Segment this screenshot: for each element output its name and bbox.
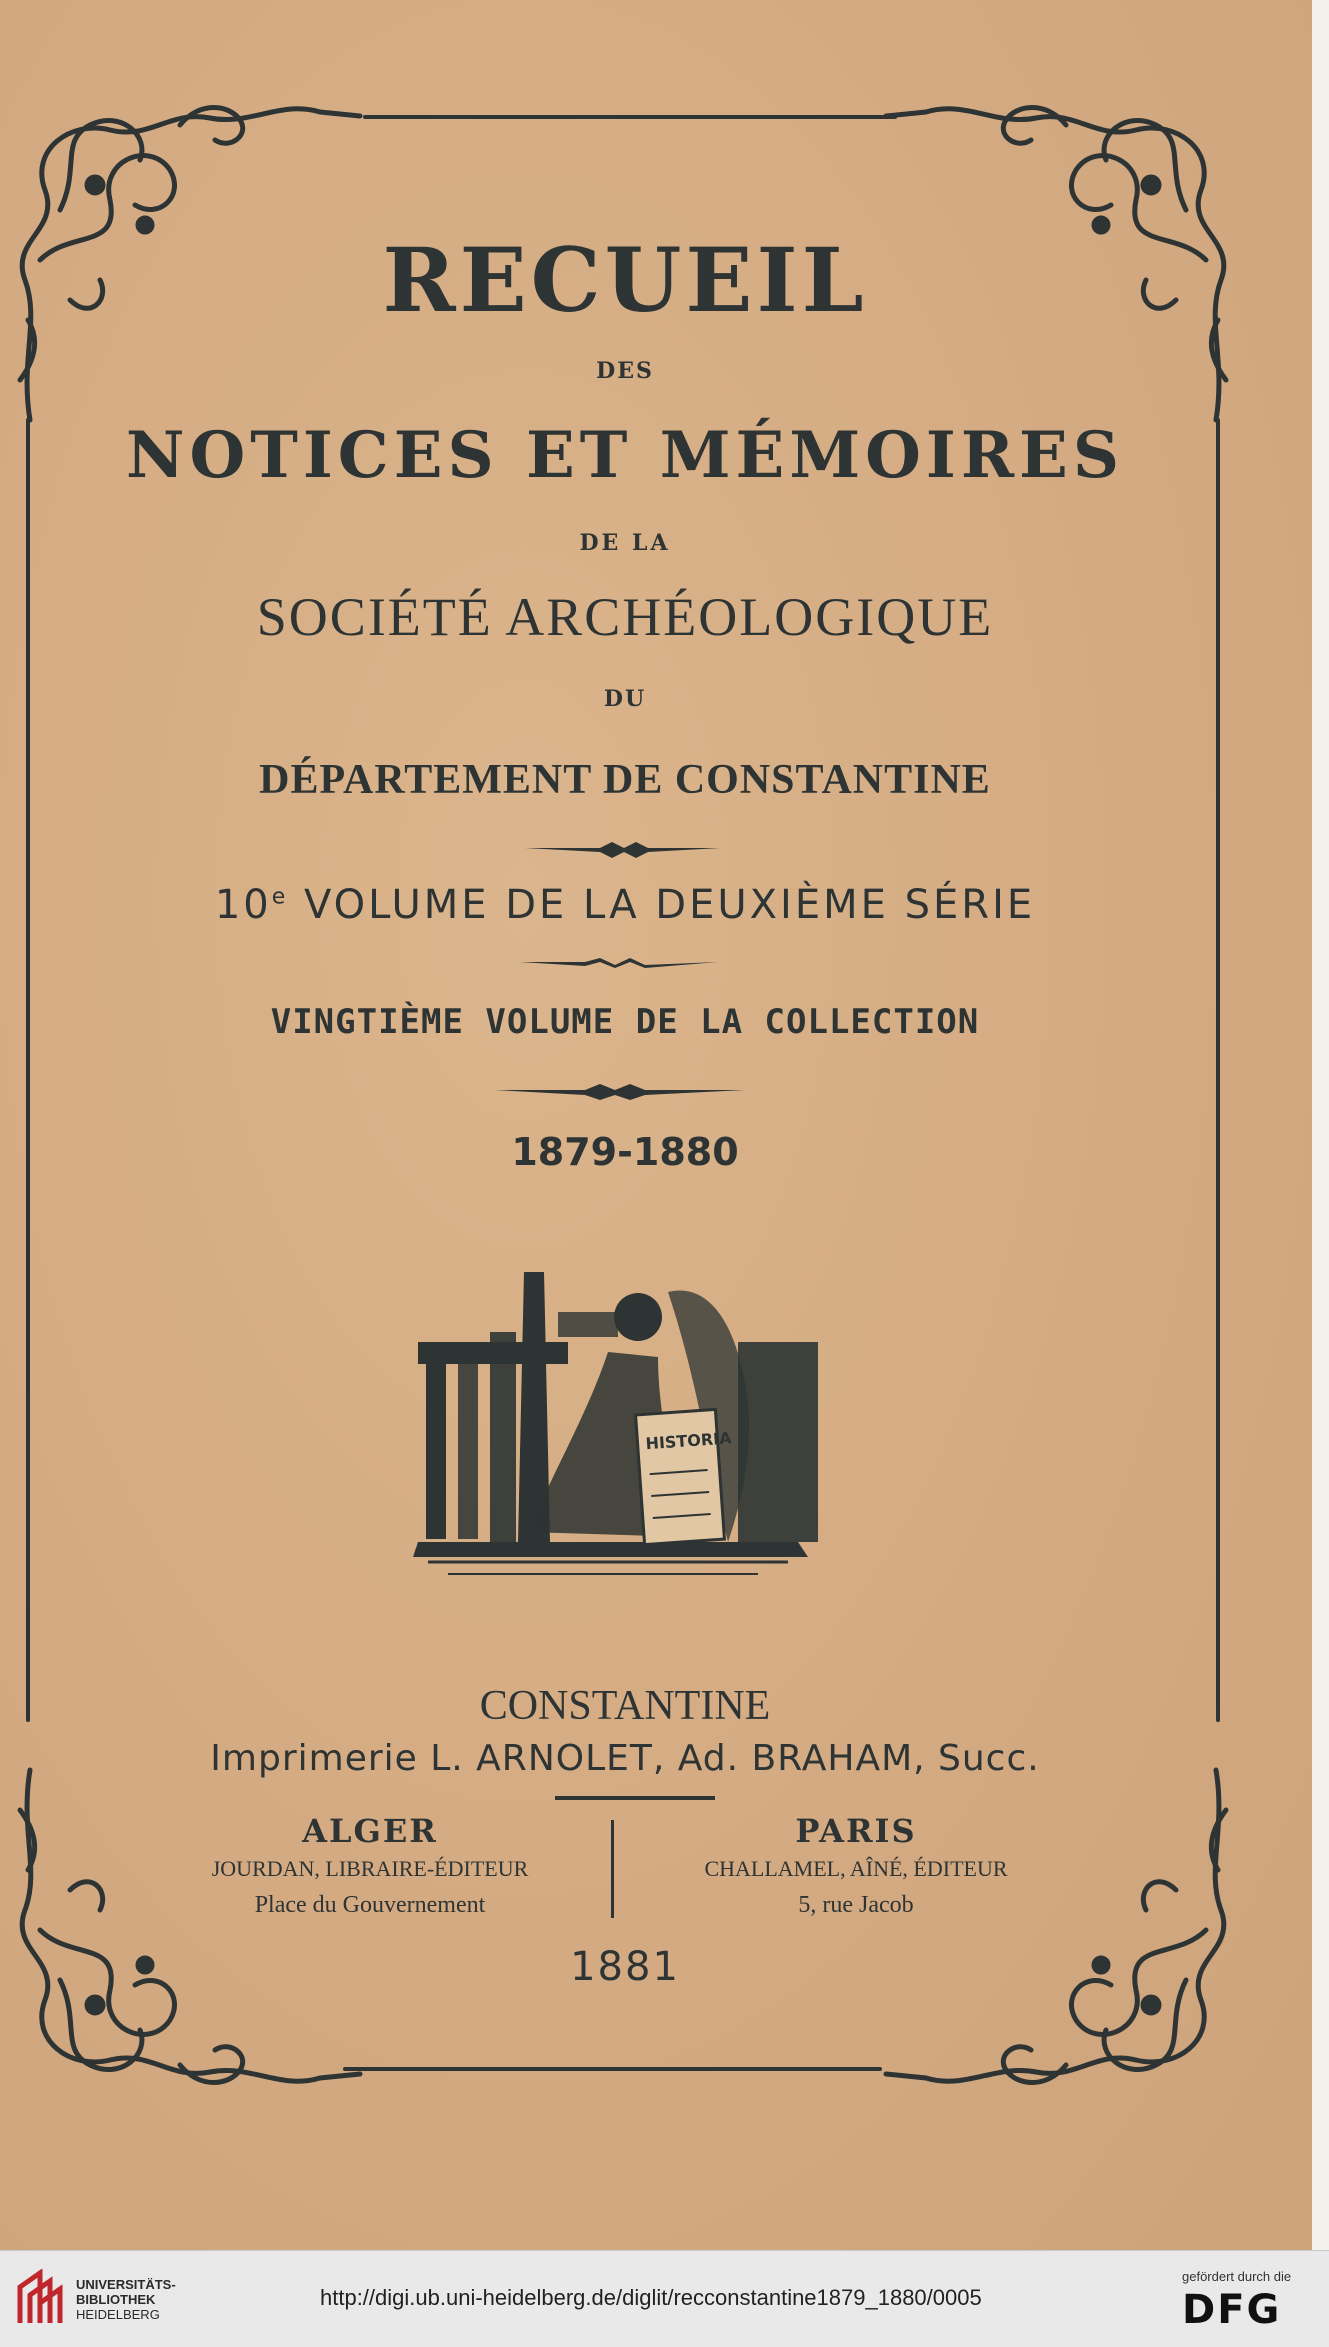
collection-line: VINGTIÈME VOLUME DE LA COLLECTION bbox=[270, 1002, 980, 1042]
title-recueil: RECUEIL bbox=[382, 228, 868, 332]
volume-superscript: e bbox=[271, 884, 289, 910]
title-notices: NOTICES ET MÉMOIRES bbox=[125, 418, 1125, 493]
volume-years: 1879-1880 bbox=[511, 1130, 739, 1174]
alger-publisher: JOURDAN, LIBRAIRE-ÉDITEUR bbox=[211, 1856, 529, 1881]
title-societe: SOCIÉTÉ ARCHÉOLOGIQUE bbox=[256, 587, 994, 647]
library-name bbox=[76, 2277, 176, 2322]
publication-year: 1881 bbox=[570, 1944, 680, 1990]
paris-address: 5, rue Jacob bbox=[798, 1892, 914, 1918]
volume-text: VOLUME DE LA DEUXIÈME SÉRIE bbox=[288, 882, 1036, 928]
permalink-url[interactable]: http://digi.ub.uni-heidelberg.de/diglit/recconstantine1879_1880/0005 bbox=[320, 2285, 982, 2310]
title-de-la: DE LA bbox=[579, 530, 671, 556]
paris-publisher: CHALLAMEL, AÎNÉ, ÉDITEUR bbox=[704, 1856, 1008, 1881]
alger-address: Place du Gouvernement bbox=[254, 1892, 486, 1918]
library-logo-icon[interactable] bbox=[14, 2269, 68, 2329]
dfg-logo[interactable]: DFG bbox=[1182, 2287, 1282, 2333]
library-name-line1: UNIVERSITÄTS- bbox=[76, 2277, 176, 2292]
title-departement: DÉPARTEMENT DE CONSTANTINE bbox=[259, 757, 991, 803]
volume-line bbox=[0, 882, 1250, 928]
dfg-caption: gefördert durch die bbox=[1182, 2269, 1292, 2284]
title-des: DES bbox=[596, 358, 654, 384]
historia-label: HISTORIA bbox=[644, 1428, 733, 1454]
paris-city: PARIS bbox=[795, 1812, 917, 1850]
library-name-line2: BIBLIOTHEK bbox=[76, 2292, 156, 2307]
alger-city: ALGER bbox=[302, 1812, 438, 1850]
viewer-footer bbox=[0, 2250, 1329, 2347]
historia-vignette bbox=[408, 1262, 828, 1582]
imprint-city: CONSTANTINE bbox=[479, 1683, 771, 1729]
library-name-line3: HEIDELBERG bbox=[76, 2307, 160, 2322]
title-du: DU bbox=[603, 686, 647, 712]
volume-number: 10 bbox=[214, 882, 272, 928]
imprint-printer: Imprimerie L. ARNOLET, Ad. BRAHAM, Succ. bbox=[210, 1738, 1040, 1779]
